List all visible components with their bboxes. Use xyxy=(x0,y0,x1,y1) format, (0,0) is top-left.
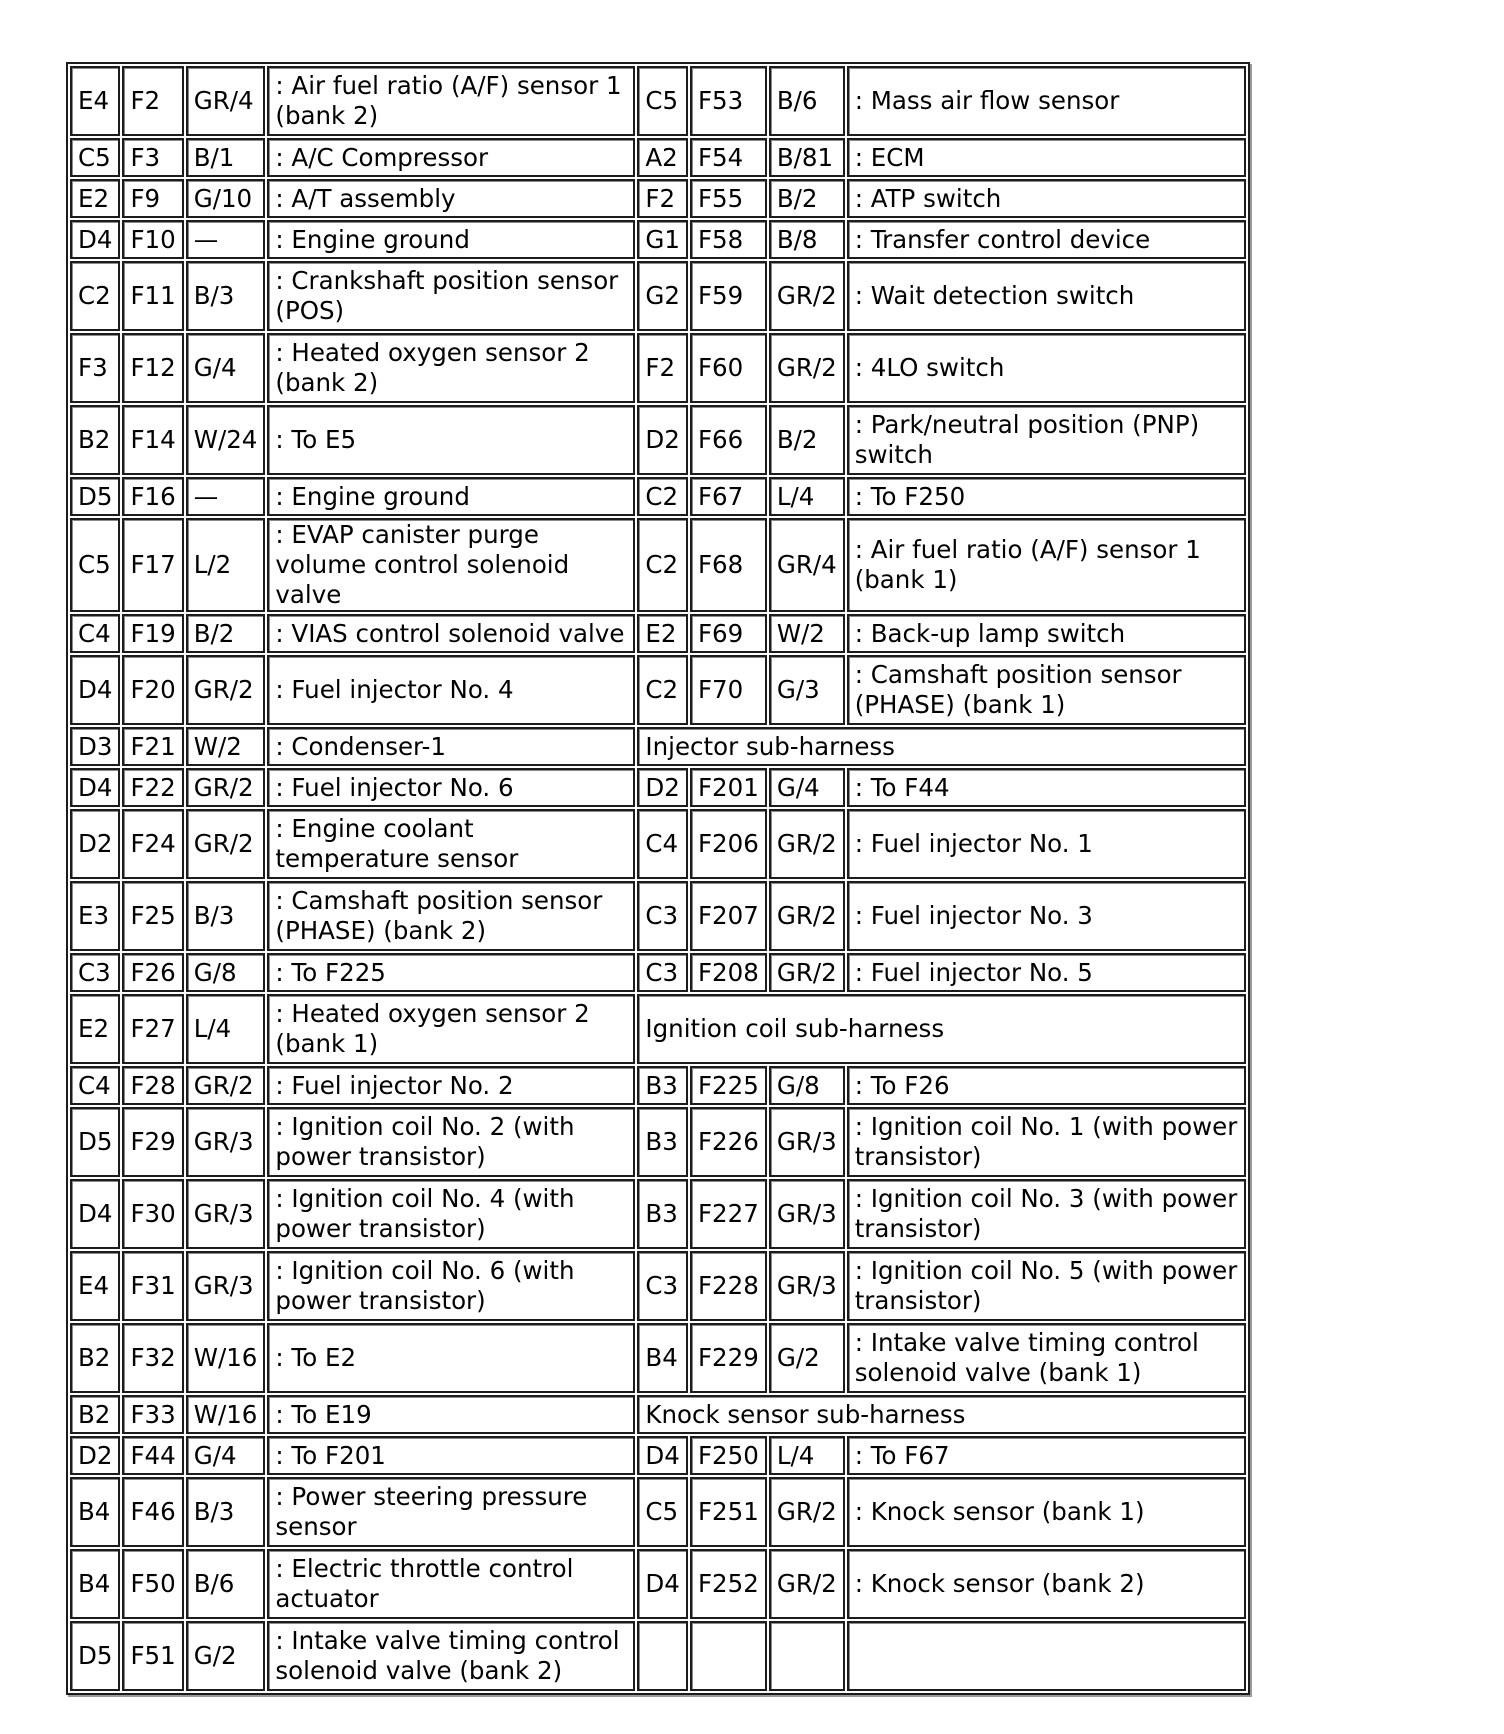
left-description: : Condenser-1 xyxy=(267,727,635,766)
right-grid-cell: F2 xyxy=(637,333,688,403)
left-connector-id: F31 xyxy=(122,1251,183,1321)
right-wire-color-pins: L/4 xyxy=(769,1436,845,1475)
left-grid-cell: D4 xyxy=(70,1179,120,1249)
table-row xyxy=(70,1549,1246,1619)
right-connector-id: F225 xyxy=(690,1066,767,1105)
right-description: : Fuel injector No. 3 xyxy=(847,881,1246,951)
table-row xyxy=(70,477,1246,516)
right-connector-id: F250 xyxy=(690,1436,767,1475)
left-wire-color-pins: GR/3 xyxy=(186,1179,266,1249)
right-connector-id: F226 xyxy=(690,1107,767,1177)
left-wire-color-pins: — xyxy=(186,220,266,259)
left-description: : A/C Compressor xyxy=(267,138,635,177)
left-connector-id: F30 xyxy=(122,1179,183,1249)
right-connector-id: F227 xyxy=(690,1179,767,1249)
left-wire-color-pins: GR/4 xyxy=(186,66,266,136)
left-connector-id: F24 xyxy=(122,809,183,879)
left-connector-id: F17 xyxy=(122,518,183,612)
right-description: : To F26 xyxy=(847,1066,1246,1105)
right-description xyxy=(847,1621,1246,1691)
left-connector-id: F11 xyxy=(122,261,183,331)
left-connector-id: F14 xyxy=(122,405,183,475)
left-grid-cell: C5 xyxy=(70,518,120,612)
left-wire-color-pins: B/2 xyxy=(186,614,266,653)
right-wire-color-pins: B/81 xyxy=(769,138,845,177)
table-row xyxy=(70,179,1246,218)
left-connector-id: F2 xyxy=(122,66,183,136)
left-grid-cell: E2 xyxy=(70,179,120,218)
right-wire-color-pins: GR/2 xyxy=(769,333,845,403)
right-connector-id: F60 xyxy=(690,333,767,403)
right-grid-cell: B4 xyxy=(637,1323,688,1393)
table-row xyxy=(70,1179,1246,1249)
left-grid-cell: C4 xyxy=(70,614,120,653)
right-description: : Ignition coil No. 1 (with power transistor) xyxy=(847,1107,1246,1177)
left-description: : Air fuel ratio (A/F) sensor 1 (bank 2) xyxy=(267,66,635,136)
left-connector-id: F9 xyxy=(122,179,183,218)
table-row xyxy=(70,1395,1246,1434)
sub-harness-header: Ignition coil sub-harness xyxy=(637,994,1245,1064)
right-wire-color-pins: G/3 xyxy=(769,655,845,725)
right-grid-cell: F2 xyxy=(637,179,688,218)
right-connector-id: F68 xyxy=(690,518,767,612)
table-row xyxy=(70,333,1246,403)
left-grid-cell: F3 xyxy=(70,333,120,403)
left-description: : A/T assembly xyxy=(267,179,635,218)
right-description: : 4LO switch xyxy=(847,333,1246,403)
right-description: : To F67 xyxy=(847,1436,1246,1475)
left-wire-color-pins: GR/2 xyxy=(186,809,266,879)
table-row xyxy=(70,1107,1246,1177)
right-grid-cell xyxy=(637,1621,688,1691)
left-grid-cell: E3 xyxy=(70,881,120,951)
left-wire-color-pins: W/2 xyxy=(186,727,266,766)
right-grid-cell: G1 xyxy=(637,220,688,259)
left-wire-color-pins: B/3 xyxy=(186,261,266,331)
right-grid-cell: B3 xyxy=(637,1179,688,1249)
connector-table xyxy=(66,62,1250,1695)
left-connector-id: F3 xyxy=(122,138,183,177)
right-connector-id: F55 xyxy=(690,179,767,218)
right-wire-color-pins xyxy=(769,1621,845,1691)
left-connector-id: F20 xyxy=(122,655,183,725)
left-grid-cell: C2 xyxy=(70,261,120,331)
left-description: : Fuel injector No. 2 xyxy=(267,1066,635,1105)
left-description: : Fuel injector No. 4 xyxy=(267,655,635,725)
table-row xyxy=(70,66,1246,136)
right-grid-cell: C2 xyxy=(637,477,688,516)
right-connector-id: F228 xyxy=(690,1251,767,1321)
right-description: : Ignition coil No. 5 (with power transistor) xyxy=(847,1251,1246,1321)
right-description: : Fuel injector No. 5 xyxy=(847,953,1246,992)
right-wire-color-pins: GR/2 xyxy=(769,809,845,879)
right-connector-id: F251 xyxy=(690,1477,767,1547)
right-grid-cell: C3 xyxy=(637,953,688,992)
table-row xyxy=(70,1066,1246,1105)
sub-harness-header: Injector sub-harness xyxy=(637,727,1245,766)
sub-harness-header: Knock sensor sub-harness xyxy=(637,1395,1245,1434)
right-grid-cell: A2 xyxy=(637,138,688,177)
right-wire-color-pins: B/6 xyxy=(769,66,845,136)
right-wire-color-pins: GR/2 xyxy=(769,261,845,331)
right-description: : To F44 xyxy=(847,768,1246,807)
left-connector-id: F29 xyxy=(122,1107,183,1177)
left-connector-id: F27 xyxy=(122,994,183,1064)
left-description: : To F201 xyxy=(267,1436,635,1475)
right-wire-color-pins: L/4 xyxy=(769,477,845,516)
left-wire-color-pins: G/4 xyxy=(186,1436,266,1475)
right-connector-id: F54 xyxy=(690,138,767,177)
right-description: : Knock sensor (bank 1) xyxy=(847,1477,1246,1547)
left-connector-id: F10 xyxy=(122,220,183,259)
right-description: : Ignition coil No. 3 (with power transistor) xyxy=(847,1179,1246,1249)
left-grid-cell: E2 xyxy=(70,994,120,1064)
right-description: : Mass air flow sensor xyxy=(847,66,1246,136)
left-wire-color-pins: B/6 xyxy=(186,1549,266,1619)
left-description: : Fuel injector No. 6 xyxy=(267,768,635,807)
left-wire-color-pins: G/4 xyxy=(186,333,266,403)
right-wire-color-pins: GR/3 xyxy=(769,1179,845,1249)
left-description: : Electric throttle control actuator xyxy=(267,1549,635,1619)
table-row xyxy=(70,1436,1246,1475)
left-grid-cell: D5 xyxy=(70,1107,120,1177)
left-connector-id: F19 xyxy=(122,614,183,653)
right-grid-cell: C4 xyxy=(637,809,688,879)
left-description: : VIAS control solenoid valve xyxy=(267,614,635,653)
right-description: : Camshaft position sensor (PHASE) (bank 1) xyxy=(847,655,1246,725)
left-description: : Crankshaft position sensor (POS) xyxy=(267,261,635,331)
left-grid-cell: D2 xyxy=(70,1436,120,1475)
right-connector-id xyxy=(690,1621,767,1691)
right-description: : To F250 xyxy=(847,477,1246,516)
right-wire-color-pins: GR/2 xyxy=(769,1549,845,1619)
left-description: : Heated oxygen sensor 2 (bank 2) xyxy=(267,333,635,403)
left-description: : Engine ground xyxy=(267,220,635,259)
left-grid-cell: D3 xyxy=(70,727,120,766)
table-row xyxy=(70,1323,1246,1393)
left-connector-id: F46 xyxy=(122,1477,183,1547)
right-connector-id: F208 xyxy=(690,953,767,992)
right-wire-color-pins: GR/2 xyxy=(769,881,845,951)
right-grid-cell: C2 xyxy=(637,655,688,725)
right-wire-color-pins: G/2 xyxy=(769,1323,845,1393)
table-row xyxy=(70,1251,1246,1321)
left-description: : Intake valve timing control solenoid valve (bank 2) xyxy=(267,1621,635,1691)
left-connector-id: F44 xyxy=(122,1436,183,1475)
right-wire-color-pins: W/2 xyxy=(769,614,845,653)
right-grid-cell: D4 xyxy=(637,1436,688,1475)
right-description: : ATP switch xyxy=(847,179,1246,218)
left-wire-color-pins: B/3 xyxy=(186,881,266,951)
right-grid-cell: C3 xyxy=(637,881,688,951)
left-wire-color-pins: B/3 xyxy=(186,1477,266,1547)
table-row xyxy=(70,614,1246,653)
right-connector-id: F59 xyxy=(690,261,767,331)
left-wire-color-pins: GR/2 xyxy=(186,655,266,725)
right-connector-id: F66 xyxy=(690,405,767,475)
left-wire-color-pins: GR/2 xyxy=(186,1066,266,1105)
left-wire-color-pins: W/16 xyxy=(186,1323,266,1393)
left-wire-color-pins: G/2 xyxy=(186,1621,266,1691)
table-row xyxy=(70,1621,1246,1691)
table-row xyxy=(70,768,1246,807)
left-description: : To E5 xyxy=(267,405,635,475)
right-description: : Wait detection switch xyxy=(847,261,1246,331)
left-wire-color-pins: B/1 xyxy=(186,138,266,177)
right-description: : Back-up lamp switch xyxy=(847,614,1246,653)
right-description: : Air fuel ratio (A/F) sensor 1 (bank 1) xyxy=(847,518,1246,612)
left-grid-cell: B2 xyxy=(70,1323,120,1393)
right-wire-color-pins: GR/4 xyxy=(769,518,845,612)
right-description: : Knock sensor (bank 2) xyxy=(847,1549,1246,1619)
right-description: : Park/neutral position (PNP) switch xyxy=(847,405,1246,475)
table-row xyxy=(70,220,1246,259)
left-connector-id: F50 xyxy=(122,1549,183,1619)
right-connector-id: F252 xyxy=(690,1549,767,1619)
left-description: : Engine ground xyxy=(267,477,635,516)
left-description: : Camshaft position sensor (PHASE) (bank 2) xyxy=(267,881,635,951)
right-description: : Intake valve timing control solenoid valve (bank 1) xyxy=(847,1323,1246,1393)
left-grid-cell: D5 xyxy=(70,1621,120,1691)
left-wire-color-pins: GR/3 xyxy=(186,1107,266,1177)
right-wire-color-pins: G/8 xyxy=(769,1066,845,1105)
right-connector-id: F207 xyxy=(690,881,767,951)
right-grid-cell: D2 xyxy=(637,768,688,807)
left-description: : To E19 xyxy=(267,1395,635,1434)
right-wire-color-pins: GR/2 xyxy=(769,953,845,992)
right-connector-id: F229 xyxy=(690,1323,767,1393)
left-description: : Ignition coil No. 6 (with power transistor) xyxy=(267,1251,635,1321)
right-wire-color-pins: B/8 xyxy=(769,220,845,259)
table-row xyxy=(70,953,1246,992)
right-grid-cell: D4 xyxy=(637,1549,688,1619)
left-grid-cell: B4 xyxy=(70,1477,120,1547)
left-description: : To F225 xyxy=(267,953,635,992)
left-wire-color-pins: GR/2 xyxy=(186,768,266,807)
left-wire-color-pins: G/8 xyxy=(186,953,266,992)
right-wire-color-pins: B/2 xyxy=(769,179,845,218)
left-description: : Ignition coil No. 2 (with power transistor) xyxy=(267,1107,635,1177)
right-wire-color-pins: GR/2 xyxy=(769,1477,845,1547)
left-connector-id: F12 xyxy=(122,333,183,403)
left-connector-id: F51 xyxy=(122,1621,183,1691)
left-description: : EVAP canister purge volume control solenoid valve xyxy=(267,518,635,612)
connector-table-body xyxy=(70,66,1246,1691)
left-connector-id: F28 xyxy=(122,1066,183,1105)
left-grid-cell: E4 xyxy=(70,66,120,136)
table-row xyxy=(70,138,1246,177)
left-grid-cell: E4 xyxy=(70,1251,120,1321)
table-row xyxy=(70,809,1246,879)
left-description: : Engine coolant temperature sensor xyxy=(267,809,635,879)
left-grid-cell: D4 xyxy=(70,655,120,725)
left-grid-cell: D4 xyxy=(70,768,120,807)
left-description: : To E2 xyxy=(267,1323,635,1393)
right-grid-cell: G2 xyxy=(637,261,688,331)
right-grid-cell: E2 xyxy=(637,614,688,653)
right-connector-id: F206 xyxy=(690,809,767,879)
table-row xyxy=(70,518,1246,612)
left-connector-id: F22 xyxy=(122,768,183,807)
left-connector-id: F16 xyxy=(122,477,183,516)
connector-table-sheet xyxy=(66,62,1250,1695)
table-row xyxy=(70,727,1246,766)
table-row xyxy=(70,405,1246,475)
right-grid-cell: B3 xyxy=(637,1066,688,1105)
right-description: : ECM xyxy=(847,138,1246,177)
table-row xyxy=(70,261,1246,331)
right-grid-cell: C2 xyxy=(637,518,688,612)
right-grid-cell: C5 xyxy=(637,1477,688,1547)
left-connector-id: F25 xyxy=(122,881,183,951)
left-grid-cell: B2 xyxy=(70,1395,120,1434)
right-description: : Transfer control device xyxy=(847,220,1246,259)
left-grid-cell: C5 xyxy=(70,138,120,177)
right-grid-cell: B3 xyxy=(637,1107,688,1177)
right-connector-id: F67 xyxy=(690,477,767,516)
left-connector-id: F26 xyxy=(122,953,183,992)
right-grid-cell: D2 xyxy=(637,405,688,475)
left-wire-color-pins: — xyxy=(186,477,266,516)
left-connector-id: F32 xyxy=(122,1323,183,1393)
right-connector-id: F58 xyxy=(690,220,767,259)
table-row xyxy=(70,655,1246,725)
table-row xyxy=(70,881,1246,951)
right-connector-id: F201 xyxy=(690,768,767,807)
left-description: : Ignition coil No. 4 (with power transistor) xyxy=(267,1179,635,1249)
left-grid-cell: B4 xyxy=(70,1549,120,1619)
right-connector-id: F53 xyxy=(690,66,767,136)
left-grid-cell: D2 xyxy=(70,809,120,879)
left-wire-color-pins: L/2 xyxy=(186,518,266,612)
left-wire-color-pins: W/24 xyxy=(186,405,266,475)
left-connector-id: F21 xyxy=(122,727,183,766)
left-connector-id: F33 xyxy=(122,1395,183,1434)
right-description: : Fuel injector No. 1 xyxy=(847,809,1246,879)
table-row xyxy=(70,1477,1246,1547)
left-grid-cell: B2 xyxy=(70,405,120,475)
left-wire-color-pins: GR/3 xyxy=(186,1251,266,1321)
right-wire-color-pins: B/2 xyxy=(769,405,845,475)
right-connector-id: F70 xyxy=(690,655,767,725)
right-wire-color-pins: G/4 xyxy=(769,768,845,807)
left-description: : Power steering pressure sensor xyxy=(267,1477,635,1547)
right-grid-cell: C3 xyxy=(637,1251,688,1321)
table-row xyxy=(70,994,1246,1064)
left-wire-color-pins: L/4 xyxy=(186,994,266,1064)
left-grid-cell: C4 xyxy=(70,1066,120,1105)
left-wire-color-pins: W/16 xyxy=(186,1395,266,1434)
left-grid-cell: D5 xyxy=(70,477,120,516)
right-wire-color-pins: GR/3 xyxy=(769,1107,845,1177)
right-connector-id: F69 xyxy=(690,614,767,653)
left-grid-cell: C3 xyxy=(70,953,120,992)
right-wire-color-pins: GR/3 xyxy=(769,1251,845,1321)
left-wire-color-pins: G/10 xyxy=(186,179,266,218)
right-grid-cell: C5 xyxy=(637,66,688,136)
left-description: : Heated oxygen sensor 2 (bank 1) xyxy=(267,994,635,1064)
left-grid-cell: D4 xyxy=(70,220,120,259)
